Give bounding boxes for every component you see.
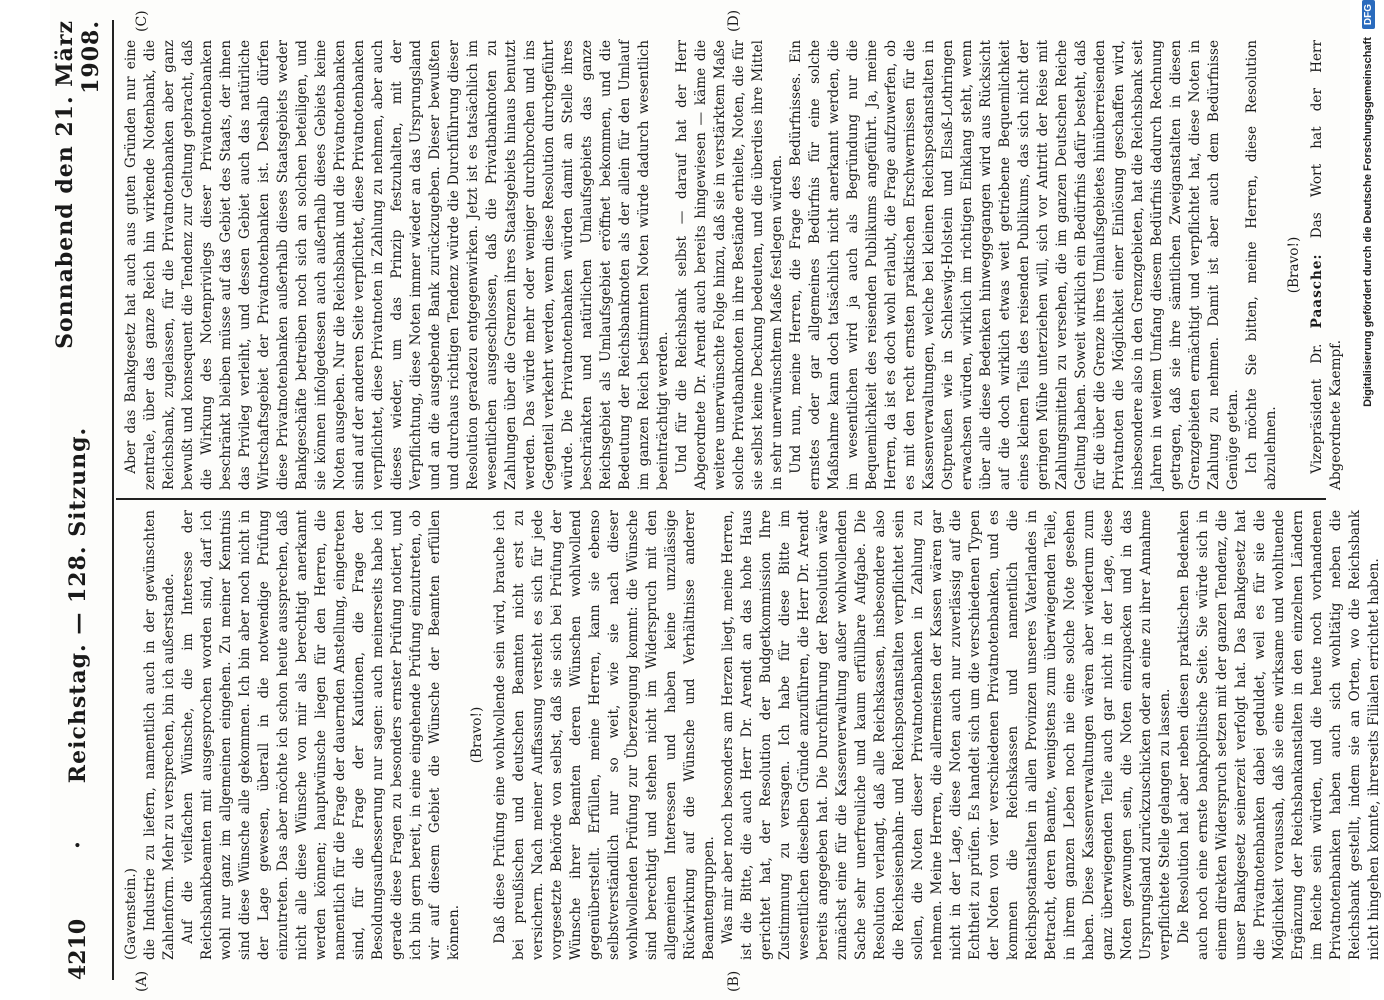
digitization-credit — [1357, 0, 1379, 1000]
header-rule — [112, 20, 114, 980]
page-header — [50, 20, 106, 980]
paragraph: Und nun, meine Herren, die Frage des Bedürfnisses. Ein ernstes oder gar allgemeines Bedürfnis für eine solche Maßnahme kann doch tatsächlich nicht anerkannt werden, die im wesentlichen wird ja auch als Begründung nur die Bequemlichkeit des reisenden Publikums angeführt. Ja, meine Herren, da ist es doch wohl erlaubt, die Frage aufzuwerfen, ob es mit den recht ernsten praktischen Erschwernissen für die Kassenverwaltungen, welche bei kleinen Reichspostanstalten in Ostpreußen wie in Schleswig-Holstein und Elsaß-Lothringen erwachsen würden, wirklich im richtigen Einklang steht, wenn über alle diese Bedenken hinweggegangen wird aus Rücksicht auf die doch wirklich etwas weit getriebene Bequemlichkeit eines kleinen Teils des reisenden Publikums, das sich nicht der geringen Mühe unterziehen will, sich vor Antritt der Reise mit Zahlungsmitteln zu versehen, die im ganzen Deutschen Reiche Geltung haben. Soweit wirklich ein Bedürfnis dafür besteht, daß für die über die Grenze ihres Umlaufsgebietes hinüberreisenden Privatnoten die Möglichkeit einer Einlösung geschaffen wird, insbesondere also in den Grenzgebieten, hat die Reichsbank seit Jahren in weitem Umfang diesem Bedürfnis dadurch Rechnung getragen, daß sie ihre sämtlichen Zweiganstalten in diesen Grenzgebieten ermächtigt und verpflichtet hat, diese Noten in Zahlung zu nehmen. Damit ist aber auch dem Bedürfnisse Genüge getan. — [788, 40, 1241, 490]
paragraph: Daß diese Prüfung eine wohlwollende sein wird, brauche ich bei preußischen und deutschen Beamten nicht erst zu versichern. Nach meiner Auffassung versteht es sich für jede vorgesetzte Behörde von selbst, daß sie sich bei Prüfung der Wünsche ihrer Beamten deren Wünschen wohlwollend gegenüberstellt. Erfüllen, meine Herren, kann sie ebenso selbstverständlich nur so weit, wie sie nach dieser wohlwollenden Prüfung zur Überzeugung kommt: die Wünsche sind berechtigt und stehen nicht im Widerspruch mit den allgemeinen Interessen und haben keine unzulässige Rückwirkung auf die Wünsche und Verhältnisse anderer Beamtengruppen. — [492, 510, 717, 960]
speaker-title: Vizepräsident Dr. — [1309, 343, 1325, 474]
margin-marker-c: (C) — [134, 10, 150, 32]
paragraph: Und für die Reichsbank selbst — darauf hat der Herr Abgeordnete Dr. Arendt auch bereits hingewiesen — käme die weitere unerwünschte Folge hinzu, daß sie in verstärktem Maße solche Privatbanknoten in ihre Bestände erhielte, Noten, die für sie selbst keine Deckung bedeuten, und die überdies ihre Mittel in sehr unerwünschtem Maße festlegen würden. — [674, 40, 785, 490]
header-dot: · — [65, 841, 91, 849]
credit-text: Digitalisierung gefördert durch die Deutsche Forschungsgemeinschaft — [1362, 37, 1374, 407]
paragraph: Was mir aber noch besonders am Herzen liegt, meine Herren, ist die Bitte, die auch Herr Dr. Arendt an das hohe Haus gerichtet hat, der Resolution der Budgetkommission Ihre Zustimmung zu versagen. Ich habe für diese Bitte im wesentlichen dieselben Gründe anzuführen, die Herr Dr. Arendt bereits angegeben hat. Die Durchführung der Resolution wäre zunächst eine für die Kassenverwaltung außer wohlwollenden Sache sehr unerfreuliche und kaum erfüllbare Aufgabe. Die Resolution verlangt, daß alle Reichskassen, insbesondere also die Reichseisenbahn- und Reichspostanstalten verpflichtet sein sollen, die Noten dieser Privatnotenbanken in Zahlung zu nehmen. Meine Herren, die allermeisten der Kassen wären gar nicht in der Lage, diese Noten auch nur zuverlässig auf die Echtheit zu prüfen. Es handelt sich um die verschiedenen Typen der Noten von vier verschiedenen Privatnotenbanken, und es kommen die Reichskassen und namentlich die Reichspostanstalten in allen Provinzen unseres Vaterlandes in Betracht, deren Beamte, wenigstens zum überwiegenden Teile, in ihrem ganzen Leben noch nie eine solche Note gesehen haben. Diese Kassenverwaltungen wären aber wiederum zum ganz überwiegenden Teile auch gar nicht in der Lage, diese Noten gezwungen sein, die Noten einzupacken und in das Ursprungsland zurückzuschicken oder an eine zu ihrer Annahme verpflichtete Stelle gelangen zu lassen. — [720, 510, 1173, 960]
paragraph: die Industrie zu liefern, namentlich auch in der gewünschten Zahlenform. Mehr zu versprechen, bin ich außerstande. — [142, 510, 177, 960]
paragraph: Aber das Bankgesetz hat auch aus guten Gründen nur eine zentrale, über das ganze Reich hin wirkende Notenbank, die Reichsbank, zugelassen, für die Privatnotenbanken aber ganz bewußt und konsequent die Tendenz zur Geltung gebracht, daß die Wirkung des Notenprivilegs dieser Privatnotenbanken beschränkt bleiben müsse auf das Gebiet des Staats, der ihnen das Privileg verleiht, und dessen Gebiet auch das natürliche Wirtschaftsgebiet der Privatnotenbanken ist. Deshalb dürfen diese Privatnotenbanken außerhalb dieses Staatsgebiets weder Bankgeschäfte betreiben noch sich an solchen beteiligen, und sie können infolgedessen auch außerhalb dieses Gebiets keine Noten ausgeben. Nur die Reichsbank und die Privatnotenbanken sind auf der anderen Seite verpflichtet, diese Privatnotenbanken verpflichtet, diese Privatnoten in Zahlung zu nehmen, aber auch dieses wieder, um das Prinzip festzuhalten, mit der Verpflichtung, diese Noten immer wieder an das Ursprungsland und an die ausgebende Bank zurückzugeben. Dieser bewußten und durchaus richtigen Tendenz würde die Durchführung dieser Resolution geradezu entgegenwirken. Jetzt ist es tatsächlich im wesentlichen ausgeschlossen, daß die Privatbanknoten zu Zahlungen über die Grenzen ihres Staatsgebiets hinaus benutzt werden. Das würde mehr oder weniger durchbrochen und ins Gegenteil verkehrt werden, wenn diese Resolution durchgeführt würde. Die Privatnotenbanken würden damit an Stelle ihres beschränkten und natürlichen Umlaufsgebiets das ganze Reichsgebiet als Umlaufsgebiet eröffnet bekommen, und die Bedeutung der Reichsbanknoten als der allein für den Umlauf im ganzen Reich bestimmten Noten würde dadurch wesentlich beeinträchtigt werden. — [123, 40, 671, 490]
applause-note: (Bravo!) — [1286, 236, 1302, 294]
speaker-name: Paasche: — [1309, 253, 1325, 329]
paragraph: Ich möchte Sie bitten, meine Herren, diese Resolution abzulehnen. — [1244, 40, 1279, 490]
margin-marker-b: (B) — [726, 970, 742, 992]
page-number: 4210 — [65, 918, 91, 980]
applause-note: (Bravo!) — [469, 706, 485, 764]
left-column — [122, 510, 1382, 960]
paragraph: Die Resolution hat aber neben diesen praktischen Bedenken auch noch eine ernste bankpolitische Seite. Sie würde sich in einem direkten Widerspruch setzen mit der ganzen Tendenz, die unser Bankgesetz seinerzeit verfolgt hat. Das Bankgesetz hat die Privatnotenbanken dabei geduldet, weil es für sie die Möglichkeit voraussah, daß sie eine wirksame und wohltuende Ergänzung der Reichsbankanstalten in den einzelnen Ländern im Reiche sein würden, und die heute noch vorhandenen Privatnotenbanken haben auch sich wohltätig neben die Reichsbank gestellt, indem sie an Orten, wo die Reichsbank nicht hingehen konnte, ihrerseits Filialen errichtet haben. — [1176, 510, 1382, 960]
session-title: Reichstag. — 128. Sitzung. — [65, 426, 91, 784]
right-column — [122, 40, 1344, 490]
margin-marker-d: (D) — [726, 9, 742, 32]
speaker-paragraph — [1308, 40, 1346, 490]
dfg-logo: DFG — [1362, 0, 1375, 29]
session-date: Sonnabend den 21. März 1908. — [52, 20, 104, 349]
paragraph: Auf die vielfachen Wünsche, die im Interesse der Reichsbankbeamten mit ausgesprochen worden sind, darf ich wohl nur ganz im allgemeinen eingehen. Zu meiner Kenntnis sind diese Wünsche alle gekommen. Ich bin aber noch nicht in der Lage gewesen, überall in die notwendige Prüfung einzutreten. Das aber möchte ich schon heute aussprechen, daß nicht alle diese Wünsche von mir als berechtigt anerkannt werden können; hauptwünsche liegen für den Herren, die namentlich für die Frage der dauernden Anstellung, eingetreten sind, für die Frage der Kautionen, die Frage der Besoldungsaufbesserung nur sagen: auch meinerseits habe ich gerade diese Fragen zu besonders ernster Prüfung notiert, und ich bin gern bereit, in eine eingehende Prüfung einzutreten, ob wir auf diesem Gebiet die Wünsche der Beamten erfüllen können. — [180, 510, 462, 960]
speaker-text: Das Wort hat der Herr Abgeordnete Kaempf. — [1309, 40, 1344, 490]
column-divider — [116, 498, 1326, 500]
speaker-tag: (Gavenstein.) — [123, 868, 139, 960]
margin-marker-a: (A) — [134, 970, 150, 992]
